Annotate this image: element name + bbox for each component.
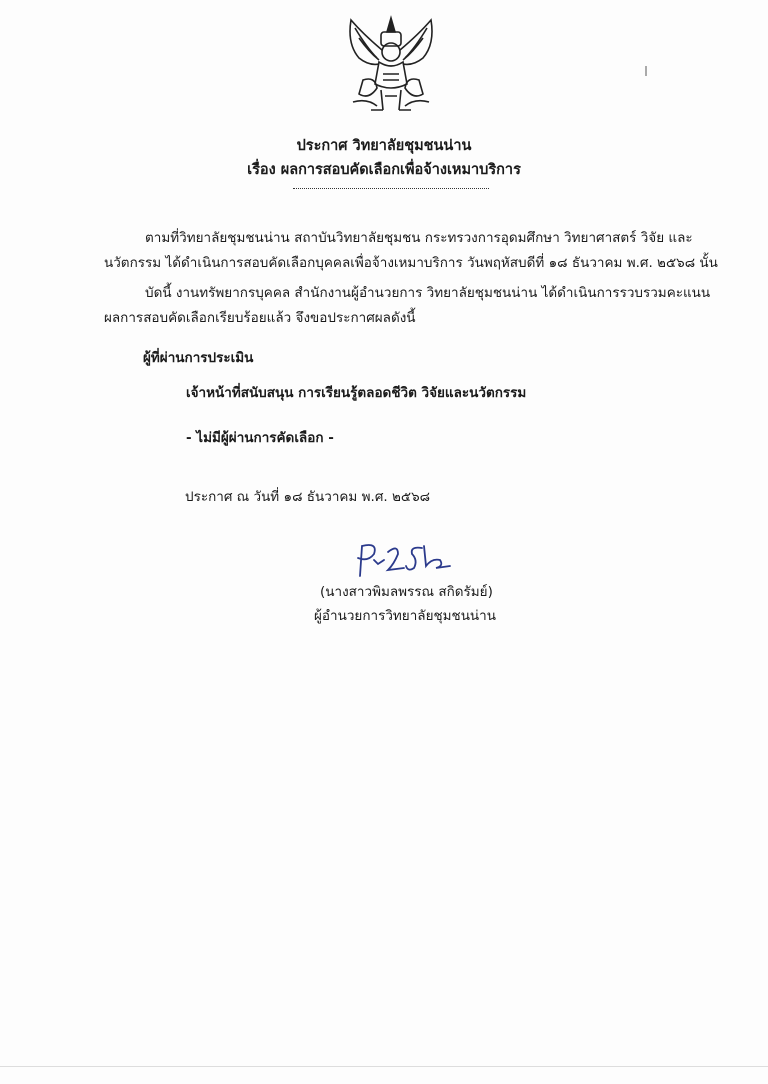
para1-line2: นวัตกรรม ได้ดำเนินการสอบคัดเลือกบุคคลเพื่อจ้างเหมาบริการ วันพฤหัสบดีที่ ๑๘ ธันวาคม พ.ศ. ๒๕๖๘ นั้น — [104, 255, 718, 271]
garuda-emblem-icon — [333, 14, 449, 122]
results-heading: ผู้ที่ผ่านการประเมิน — [143, 350, 254, 366]
para2-line1: บัดนี้ งานทรัพยากรบุคคล สำนักงานผู้อำนวยการ วิทยาลัยชุมชนน่าน ได้ดำเนินการรวบรวมคะแนน — [145, 285, 711, 301]
announcement-date: ประกาศ ณ วันที่ ๑๘ ธันวาคม พ.ศ. ๒๕๖๘ — [185, 489, 431, 505]
para1-line1: ตามที่วิทยาลัยชุมชนน่าน สถาบันวิทยาลัยชุมชน กระทรวงการอุดมศึกษา วิทยาศาสตร์ วิจัย และ — [145, 230, 693, 246]
position-title: เจ้าหน้าที่สนับสนุน การเรียนรู้ตลอดชีวิต วิจัยและนวัตกรรม — [186, 385, 527, 401]
page-bottom-edge — [0, 1066, 768, 1067]
signer-title: ผู้อำนวยการวิทยาลัยชุมชนน่าน — [314, 608, 496, 624]
dotted-divider — [293, 188, 489, 189]
announcement-subject: เรื่อง ผลการสอบคัดเลือกเพื่อจ้างเหมาบริการ — [247, 162, 521, 178]
scan-mark — [645, 66, 647, 76]
result-outcome: - ไม่มีผู้ผ่านการคัดเลือก - — [186, 430, 334, 446]
para2-line2: ผลการสอบคัดเลือกเรียบร้อยแล้ว จึงขอประกาศผลดังนี้ — [104, 310, 416, 326]
announcement-title: ประกาศ วิทยาลัยชุมชนน่าน — [296, 138, 472, 154]
signer-name: (นางสาวพิมลพรรณ สกิดรัมย์) — [320, 584, 493, 600]
signature-icon — [348, 540, 458, 580]
